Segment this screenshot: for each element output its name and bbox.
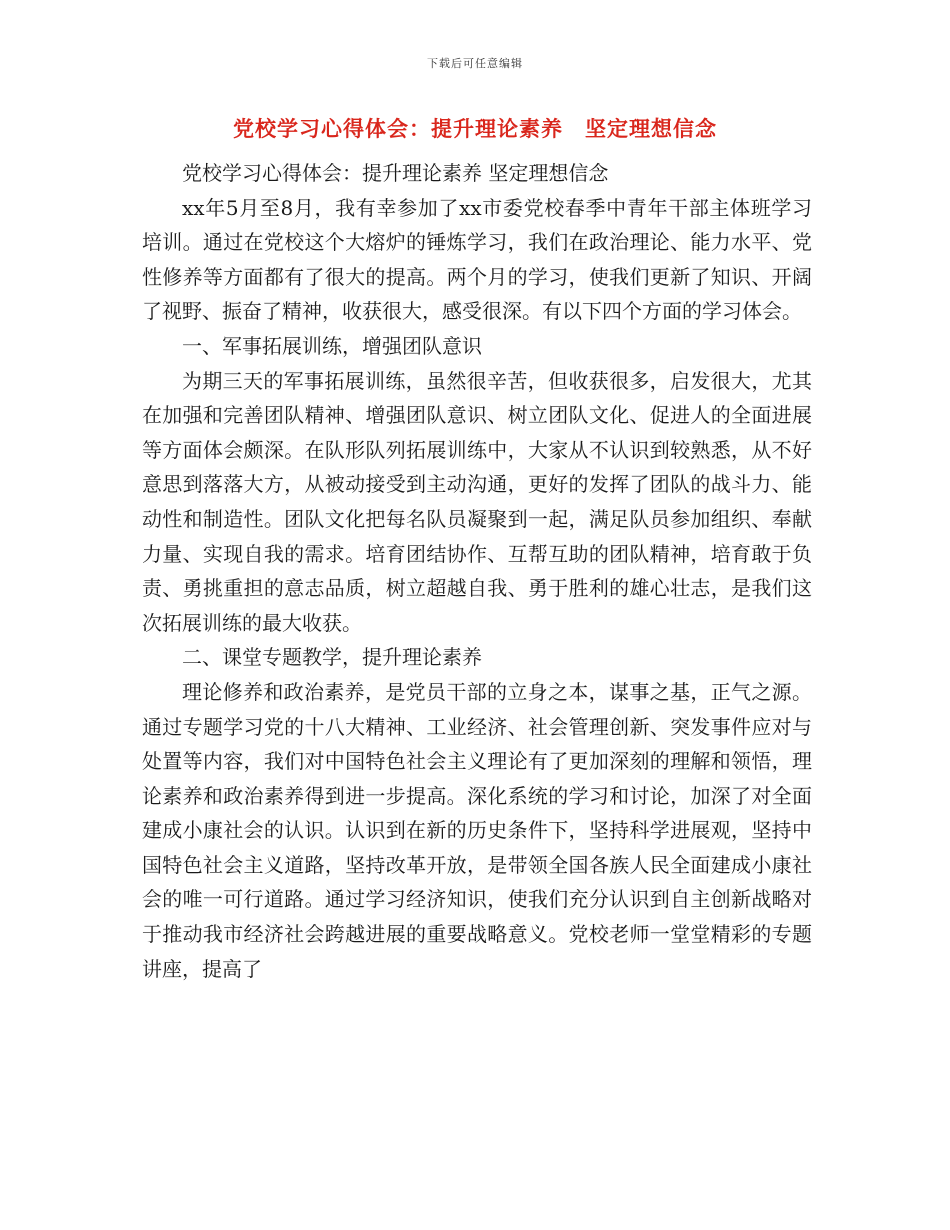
document-body	[142, 156, 812, 986]
section-heading-2: 二、课堂专题教学，提升理论素养	[182, 645, 482, 670]
intro-paragraph: xx年5月至8月，我有幸参加了xx市委党校春季中青年干部主体班学习培训。通过在党校这个大熔炉的锤炼学习，我们在政治理论、能力水平、党性修养等方面都有了很大的提高。两个月的学习，使我们更新了知识、开阔了视野、振奋了精神，收获很大，感受很深。有以下四个方面的学习体会。	[142, 195, 812, 324]
header-note: 下载后可任意编辑	[427, 57, 523, 70]
document-title: 党校学习心得体会：提升理论素养 坚定理想信念	[233, 117, 717, 141]
section-paragraph-1: 为期三天的军事拓展训练，虽然很辛苦，但收获很多，启发很大，尤其在加强和完善团队精神、增强团队意识、树立团队文化、促进人的全面进展等方面体会颇深。在队形队列拓展训练中，大家从不认识到较熟悉，从不好意思到落落大方，从被动接受到主动沟通，更好的发挥了团队的战斗力、能动性和制造性。团队文化把每名队员凝聚到一起，满足队员参加组织、奉献力量、实现自我的需求。培育团结协作、互帮互助的团队精神，培育敢于负责、勇挑重担的意志品质，树立超越自我、勇于胜利的雄心壮志，是我们这次拓展训练的最大收获。	[142, 368, 812, 635]
section-heading-1: 一、军事拓展训练，增强团队意识	[182, 333, 482, 358]
section-paragraph-2: 理论修养和政治素养，是党员干部的立身之本，谋事之基，正气之源。通过专题学习党的十八大精神、工业经济、社会管理创新、突发事件应对与处置等内容，我们对中国特色社会主义理论有了更加深刻的理解和领悟，理论素养和政治素养得到进一步提高。深化系统的学习和讨论，加深了对全面建成小康社会的认识。认识到在新的历史条件下，坚持科学进展观，坚持中国特色社会主义道路，坚持改革开放，是带领全国各族人民全面建成小康社会的唯一可行道路。通过学习经济知识，使我们充分认识到自主创新战略对于推动我市经济社会跨越进展的重要战略意义。党校老师一堂堂精彩的专题讲座，提高了	[142, 679, 812, 981]
subtitle-paragraph: 党校学习心得体会：提升理论素养 坚定理想信念	[182, 161, 609, 185]
